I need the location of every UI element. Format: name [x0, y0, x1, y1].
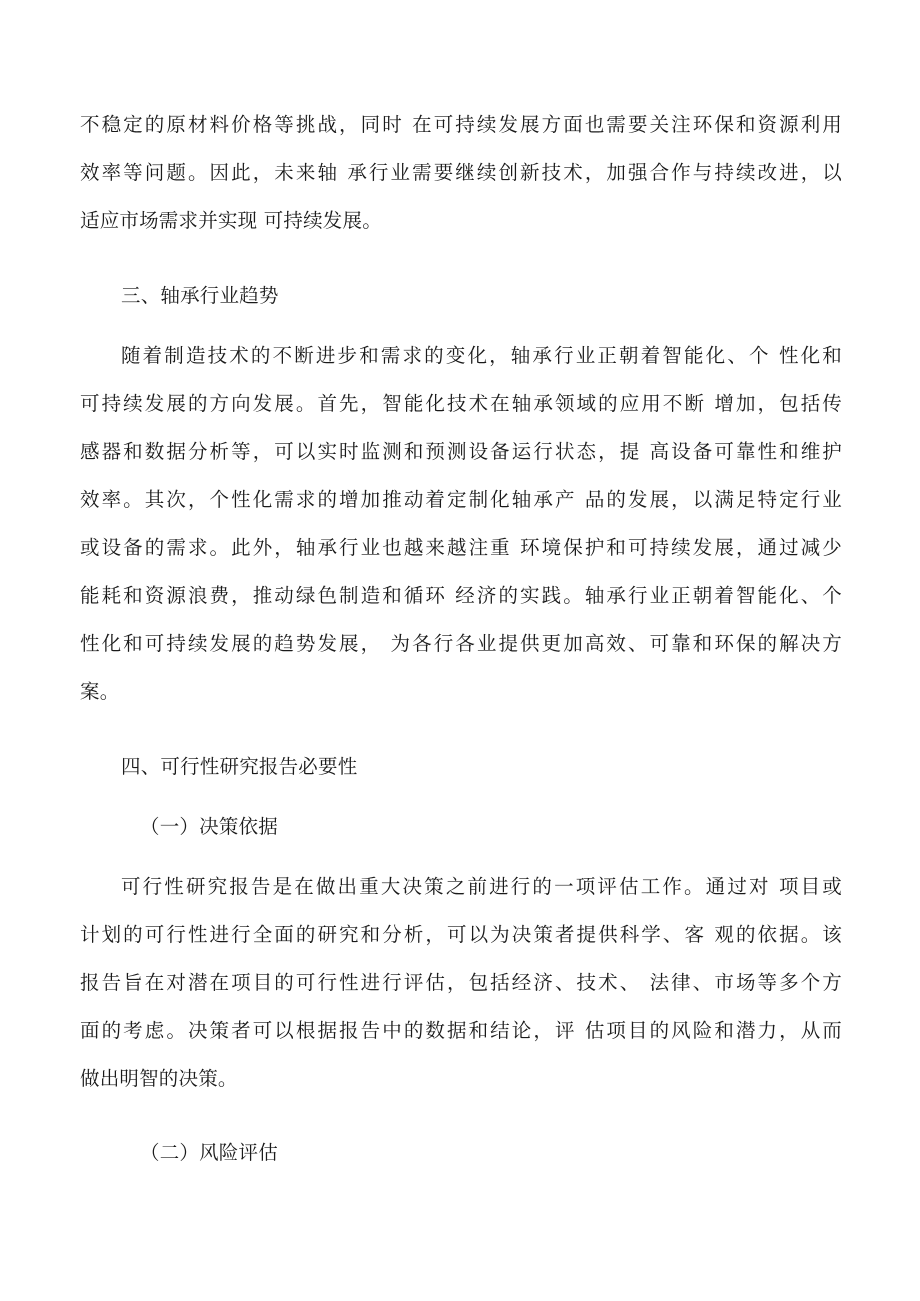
text-line: 可行性研究报告是在做出重大决策之前进行的一项评估工作。通过对 项目或	[121, 875, 842, 898]
text-line: 不稳定的原材料价格等挑战，同时 在可持续发展方面也需要关注环保和资源利用	[80, 113, 842, 136]
section-heading-feasibility: 四、可行性研究报告必要性	[121, 755, 358, 778]
text-line: 计划的可行性进行全面的研究和分析，可以为决策者提供科学、客 观的依据。该	[80, 923, 842, 946]
text-line: 效率等问题。因此，未来轴 承行业需要继续创新技术，加强合作与持续改进，以	[80, 161, 842, 184]
subheading-decision-basis: （一）决策依据	[140, 815, 278, 838]
text-line: 随着制造技术的不断进步和需求的变化，轴承行业正朝着智能化、个 性化和	[121, 344, 842, 367]
text-line: 可持续发展的方向发展。首先，智能化技术在轴承领域的应用不断 增加，包括传	[80, 392, 842, 415]
text-line: 做出明智的决策。	[80, 1067, 238, 1090]
text-line: 适应市场需求并实现 可持续发展。	[80, 209, 382, 232]
text-line: 面的考虑。决策者可以根据报告中的数据和结论，评 估项目的风险和潜力，从而	[80, 1019, 842, 1042]
subheading-risk-assessment: （二）风险评估	[140, 1141, 278, 1164]
section-heading-trends: 三、轴承行业趋势	[121, 284, 279, 307]
text-line: 能耗和资源浪费，推动绿色制造和循环 经济的实践。轴承行业正朝着智能化、个	[80, 584, 842, 607]
text-line: 报告旨在对潜在项目的可行性进行评估，包括经济、技术、 法律、市场等多个方	[80, 971, 842, 994]
text-line: 性化和可持续发展的趋势发展， 为各行各业提供更加高效、可靠和环保的解决方	[80, 632, 842, 655]
text-line: 或设备的需求。此外，轴承行业也越来越注重 环境保护和可持续发展，通过减少	[80, 536, 842, 559]
text-line: 案。	[80, 680, 120, 703]
text-line: 感器和数据分析等，可以实时监测和预测设备运行状态，提 高设备可靠性和维护	[80, 440, 842, 463]
text-line: 效率。其次，个性化需求的增加推动着定制化轴承产 品的发展，以满足特定行业	[80, 488, 842, 511]
